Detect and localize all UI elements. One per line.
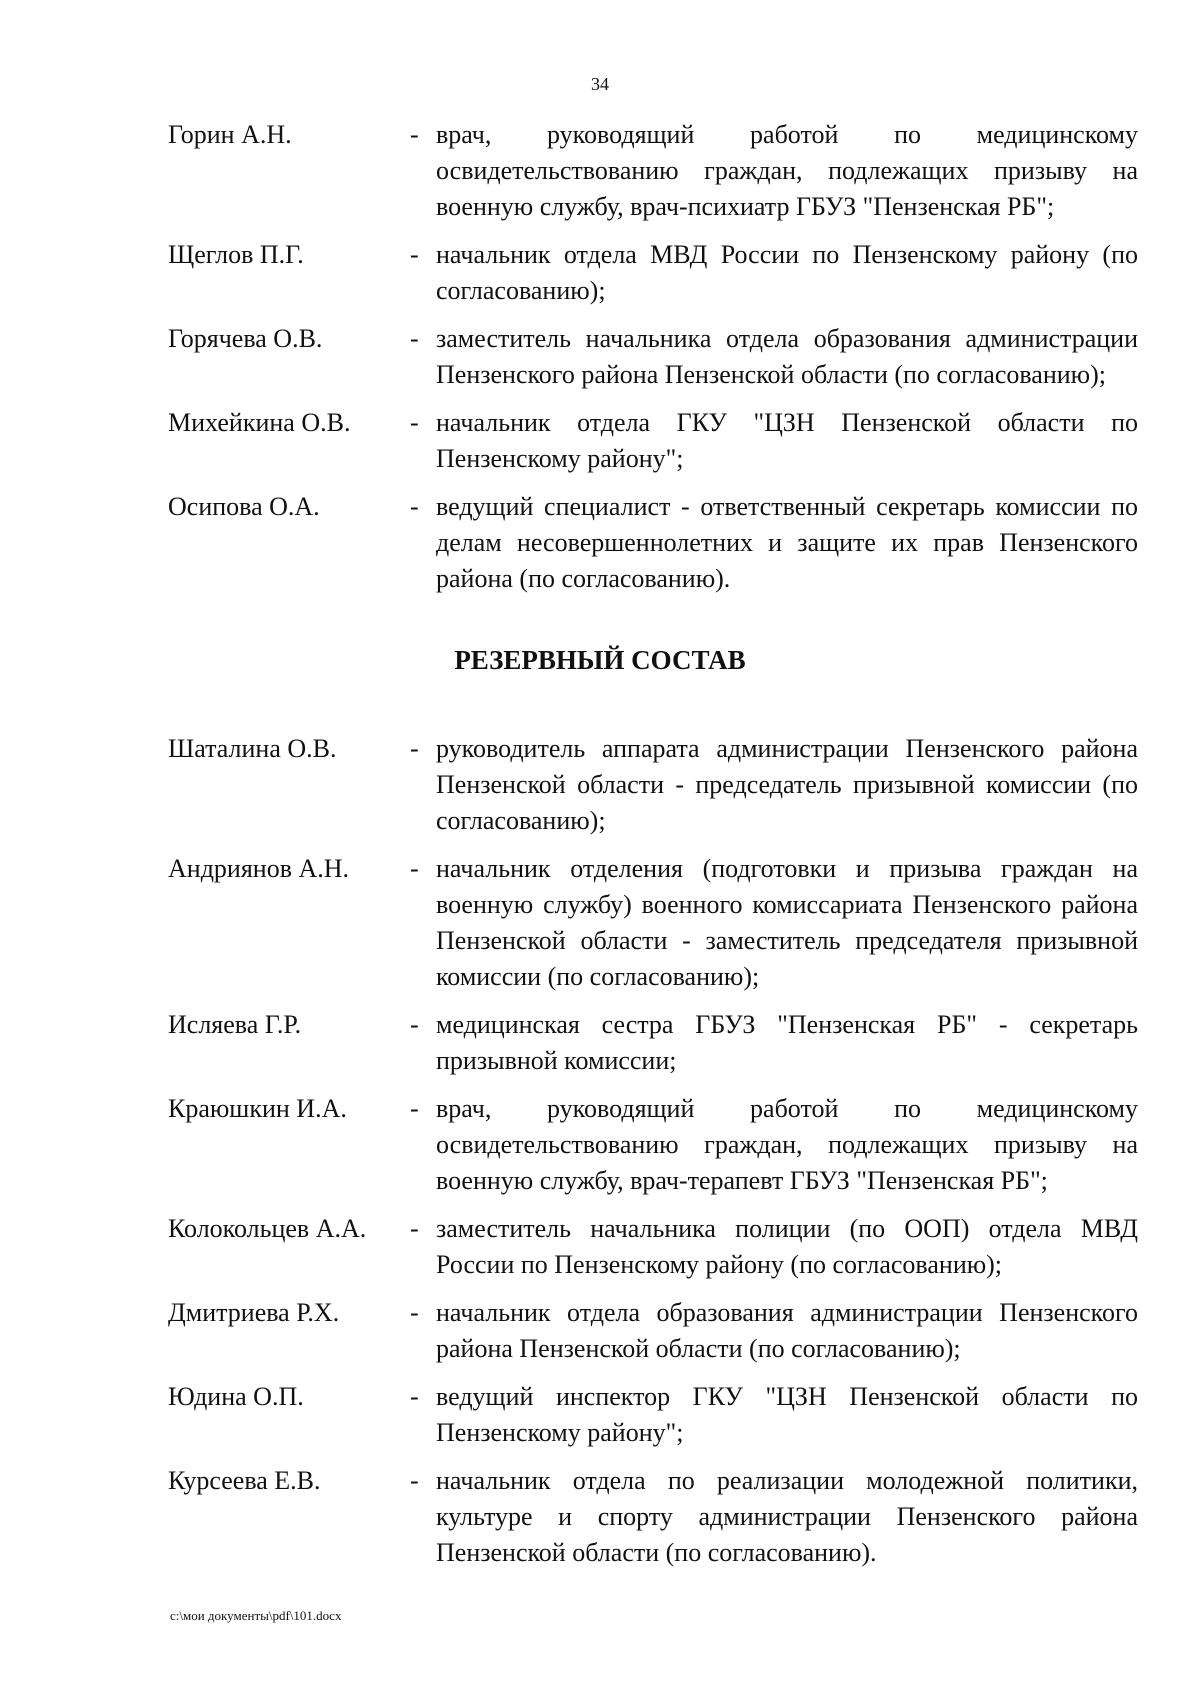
member-entry bbox=[0, 117, 1200, 225]
member-name: Курсеева Е.В. bbox=[168, 1466, 321, 1495]
member-name: Щеглов П.Г. bbox=[168, 240, 304, 269]
member-description: начальник отдела МВД России по Пензенскому району (по согласованию); bbox=[436, 240, 1138, 305]
member-name: Шаталина О.В. bbox=[168, 734, 337, 763]
member-description: начальник отдела ГКУ "ЦЗН Пензенской области по Пензенскому району"; bbox=[436, 408, 1138, 473]
member-name: Андриянов А.Н. bbox=[168, 854, 350, 883]
member-name: Краюшкин И.А. bbox=[168, 1094, 347, 1123]
member-dash: - bbox=[410, 492, 419, 521]
member-name: Горин А.Н. bbox=[168, 120, 292, 149]
page-number: 34 bbox=[591, 74, 609, 94]
member-entry bbox=[0, 237, 1200, 309]
member-dash: - bbox=[410, 1094, 419, 1123]
member-name: Дмитриева Р.Х. bbox=[168, 1298, 340, 1327]
footer-file-path: c:\мои документы\pdf\101.docx bbox=[170, 1608, 342, 1623]
member-description: врач, руководящий работой по медицинскому освидетельствованию граждан, подлежащих призыву на военную службу, врач-терапевт ГБУЗ "Пензенская РБ"; bbox=[436, 1094, 1138, 1195]
member-dash: - bbox=[410, 734, 419, 763]
member-entry bbox=[0, 405, 1200, 477]
member-name: Михейкина О.В. bbox=[168, 408, 351, 437]
reserve-member-entry bbox=[0, 1211, 1200, 1283]
reserve-members-list bbox=[0, 731, 1200, 1583]
member-description: начальник отдела образования администрации Пензенского района Пензенской области (по согласованию); bbox=[436, 1298, 1138, 1363]
main-members-list bbox=[0, 117, 1200, 609]
member-description: ведущий инспектор ГКУ "ЦЗН Пензенской области по Пензенскому району"; bbox=[436, 1382, 1138, 1447]
member-entry bbox=[0, 321, 1200, 393]
member-dash: - bbox=[410, 1466, 419, 1495]
member-name: Осипова О.А. bbox=[168, 492, 320, 521]
member-description: врач, руководящий работой по медицинскому освидетельствованию граждан, подлежащих призыву на военную службу, врач-психиатр ГБУЗ "Пензенская РБ"; bbox=[436, 120, 1138, 221]
reserve-member-entry bbox=[0, 851, 1200, 995]
member-name: Колокольцев А.А. bbox=[168, 1214, 367, 1243]
member-entry bbox=[0, 489, 1200, 597]
member-description: ведущий специалист - ответственный секретарь комиссии по делам несовершеннолетних и защите их прав Пензенского района (по согласованию). bbox=[436, 492, 1138, 593]
member-dash: - bbox=[410, 408, 419, 437]
member-description: заместитель начальника отдела образования администрации Пензенского района Пензенской области (по согласованию); bbox=[436, 324, 1138, 389]
member-dash: - bbox=[410, 240, 419, 269]
member-description: руководитель аппарата администрации Пензенского района Пензенской области - председатель призывной комиссии (по согласованию); bbox=[436, 734, 1138, 835]
member-dash: - bbox=[410, 1214, 419, 1243]
member-dash: - bbox=[410, 1382, 419, 1411]
member-dash: - bbox=[410, 324, 419, 353]
member-dash: - bbox=[410, 120, 419, 149]
member-dash: - bbox=[410, 1298, 419, 1327]
member-dash: - bbox=[410, 854, 419, 883]
member-name: Исляева Г.Р. bbox=[168, 1010, 302, 1039]
reserve-member-entry bbox=[0, 731, 1200, 839]
reserve-member-entry bbox=[0, 1007, 1200, 1079]
member-description: начальник отдела по реализации молодежной политики, культуре и спорту администрации Пензенского района Пензенской области (по согласованию). bbox=[436, 1466, 1138, 1567]
reserve-section-title: РЕЗЕРВНЫЙ СОСТАВ bbox=[454, 645, 746, 675]
member-description: заместитель начальника полиции (по ООП) отдела МВД России по Пензенскому району (по согласованию); bbox=[436, 1214, 1138, 1279]
reserve-member-entry bbox=[0, 1463, 1200, 1571]
reserve-member-entry bbox=[0, 1091, 1200, 1199]
member-description: начальник отделения (подготовки и призыва граждан на военную службу) военного комиссариата Пензенского района Пензенской области - заместитель председателя призывной комиссии (по согласованию); bbox=[436, 854, 1138, 991]
reserve-member-entry bbox=[0, 1295, 1200, 1367]
member-name: Горячева О.В. bbox=[168, 324, 323, 353]
member-name: Юдина О.П. bbox=[168, 1382, 304, 1411]
member-description: медицинская сестра ГБУЗ "Пензенская РБ" - секретарь призывной комиссии; bbox=[436, 1010, 1138, 1075]
member-dash: - bbox=[410, 1010, 419, 1039]
reserve-member-entry bbox=[0, 1379, 1200, 1451]
